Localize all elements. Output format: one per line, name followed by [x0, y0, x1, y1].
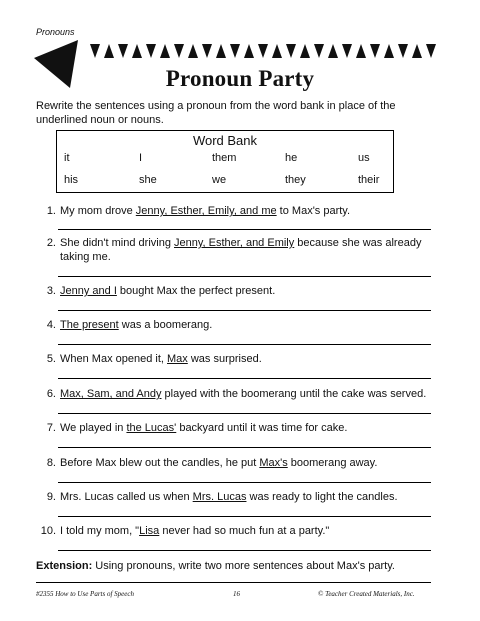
question-text: Mrs. Lucas called us when [60, 491, 193, 503]
question-number: 4. [46, 319, 56, 331]
word-bank-word: it [64, 152, 70, 164]
word-bank-word: she [139, 174, 157, 186]
question-text: I told my mom, " [60, 525, 140, 537]
answer-line[interactable] [58, 310, 431, 311]
question-number: 9. [46, 491, 56, 503]
underlined-noun: Jenny, Esther, and Emily [174, 237, 295, 249]
instructions: Rewrite the sentences using a pronoun from the word bank in place of the underlined noun or nouns. [36, 100, 396, 126]
question-number: 8. [46, 457, 56, 469]
question-text: was a boomerang. [118, 319, 213, 331]
word-bank-word: I [139, 152, 143, 164]
underlined-noun: Lisa [139, 525, 160, 537]
page-title: Pronoun Party [165, 66, 315, 91]
question-number: 6. [46, 388, 56, 400]
answer-line[interactable] [58, 276, 431, 277]
question-text: played with the boomerang until the cake was served. [161, 388, 427, 400]
underlined-noun: The present [60, 319, 119, 331]
word-bank-word: his [64, 174, 79, 186]
answer-line[interactable] [58, 482, 431, 483]
question-text: boomerang away. [287, 457, 378, 469]
word-bank-word: us [358, 152, 370, 164]
underlined-noun: Max [167, 353, 188, 365]
question-number: 3. [46, 285, 56, 297]
underlined-noun: Jenny and I [60, 285, 117, 297]
question-1 [36, 204, 446, 218]
question-number: 10. [40, 525, 56, 537]
question-10 [36, 524, 446, 538]
question-8 [36, 456, 446, 470]
question-number: 5. [46, 353, 56, 365]
extension-answer-line[interactable] [36, 582, 431, 583]
question-text: was ready to light the candles. [246, 491, 398, 503]
word-bank-title: Word Bank [192, 133, 258, 148]
question-text: My mom drove [60, 205, 136, 217]
question-2 [36, 236, 446, 264]
question-text: bought Max the perfect present. [116, 285, 276, 297]
answer-line[interactable] [58, 413, 431, 414]
question-text: never had so much fun at a party." [159, 525, 330, 537]
question-text: She didn't mind driving [60, 237, 174, 249]
question-text: was surprised. [187, 353, 262, 365]
footer-right: © Teacher Created Materials, Inc. [318, 590, 415, 598]
question-number: 7. [46, 422, 56, 434]
question-9 [36, 490, 446, 504]
underlined-noun: Jenny, Esther, Emily, and me [135, 205, 277, 217]
answer-line[interactable] [58, 516, 431, 517]
answer-line[interactable] [58, 344, 431, 345]
question-number: 2. [46, 237, 56, 249]
question-number: 1. [46, 205, 56, 217]
answer-line[interactable] [58, 229, 431, 230]
extension-label: Extension: [36, 560, 93, 572]
question-6 [36, 387, 446, 401]
triangle-row [90, 44, 436, 58]
question-4 [36, 318, 446, 332]
question-text: Before Max blew out the candles, he put [60, 457, 260, 469]
answer-line[interactable] [58, 378, 431, 379]
word-bank-word: he [285, 152, 298, 164]
word-bank-word: them [212, 152, 237, 164]
underlined-noun: the Lucas' [126, 422, 177, 434]
extension [36, 560, 395, 572]
question-text: backyard until it was time for cake. [176, 422, 348, 434]
underlined-noun: Mrs. Lucas [192, 491, 247, 503]
section-label: Pronouns [36, 27, 75, 37]
question-5 [36, 352, 446, 366]
underlined-noun: Max's [259, 457, 288, 469]
question-text: to Max's party. [276, 205, 351, 217]
question-3 [36, 284, 446, 298]
question-7 [36, 421, 446, 435]
footer-left: #2355 How to Use Parts of Speech [36, 590, 134, 598]
page-number: 16 [233, 590, 240, 598]
answer-line[interactable] [58, 550, 431, 551]
word-bank-word: we [212, 174, 227, 186]
underlined-noun: Max, Sam, and Andy [60, 388, 162, 400]
answer-line[interactable] [58, 447, 431, 448]
question-text: When Max opened it, [60, 353, 168, 365]
word-bank-word: they [285, 174, 306, 186]
word-bank-word: their [358, 174, 380, 186]
extension-text: Using pronouns, write two more sentences about Max's party. [92, 560, 395, 572]
question-text: We played in [60, 422, 127, 434]
word-bank [56, 130, 394, 193]
question-text: because she was already taking me. [60, 237, 422, 263]
